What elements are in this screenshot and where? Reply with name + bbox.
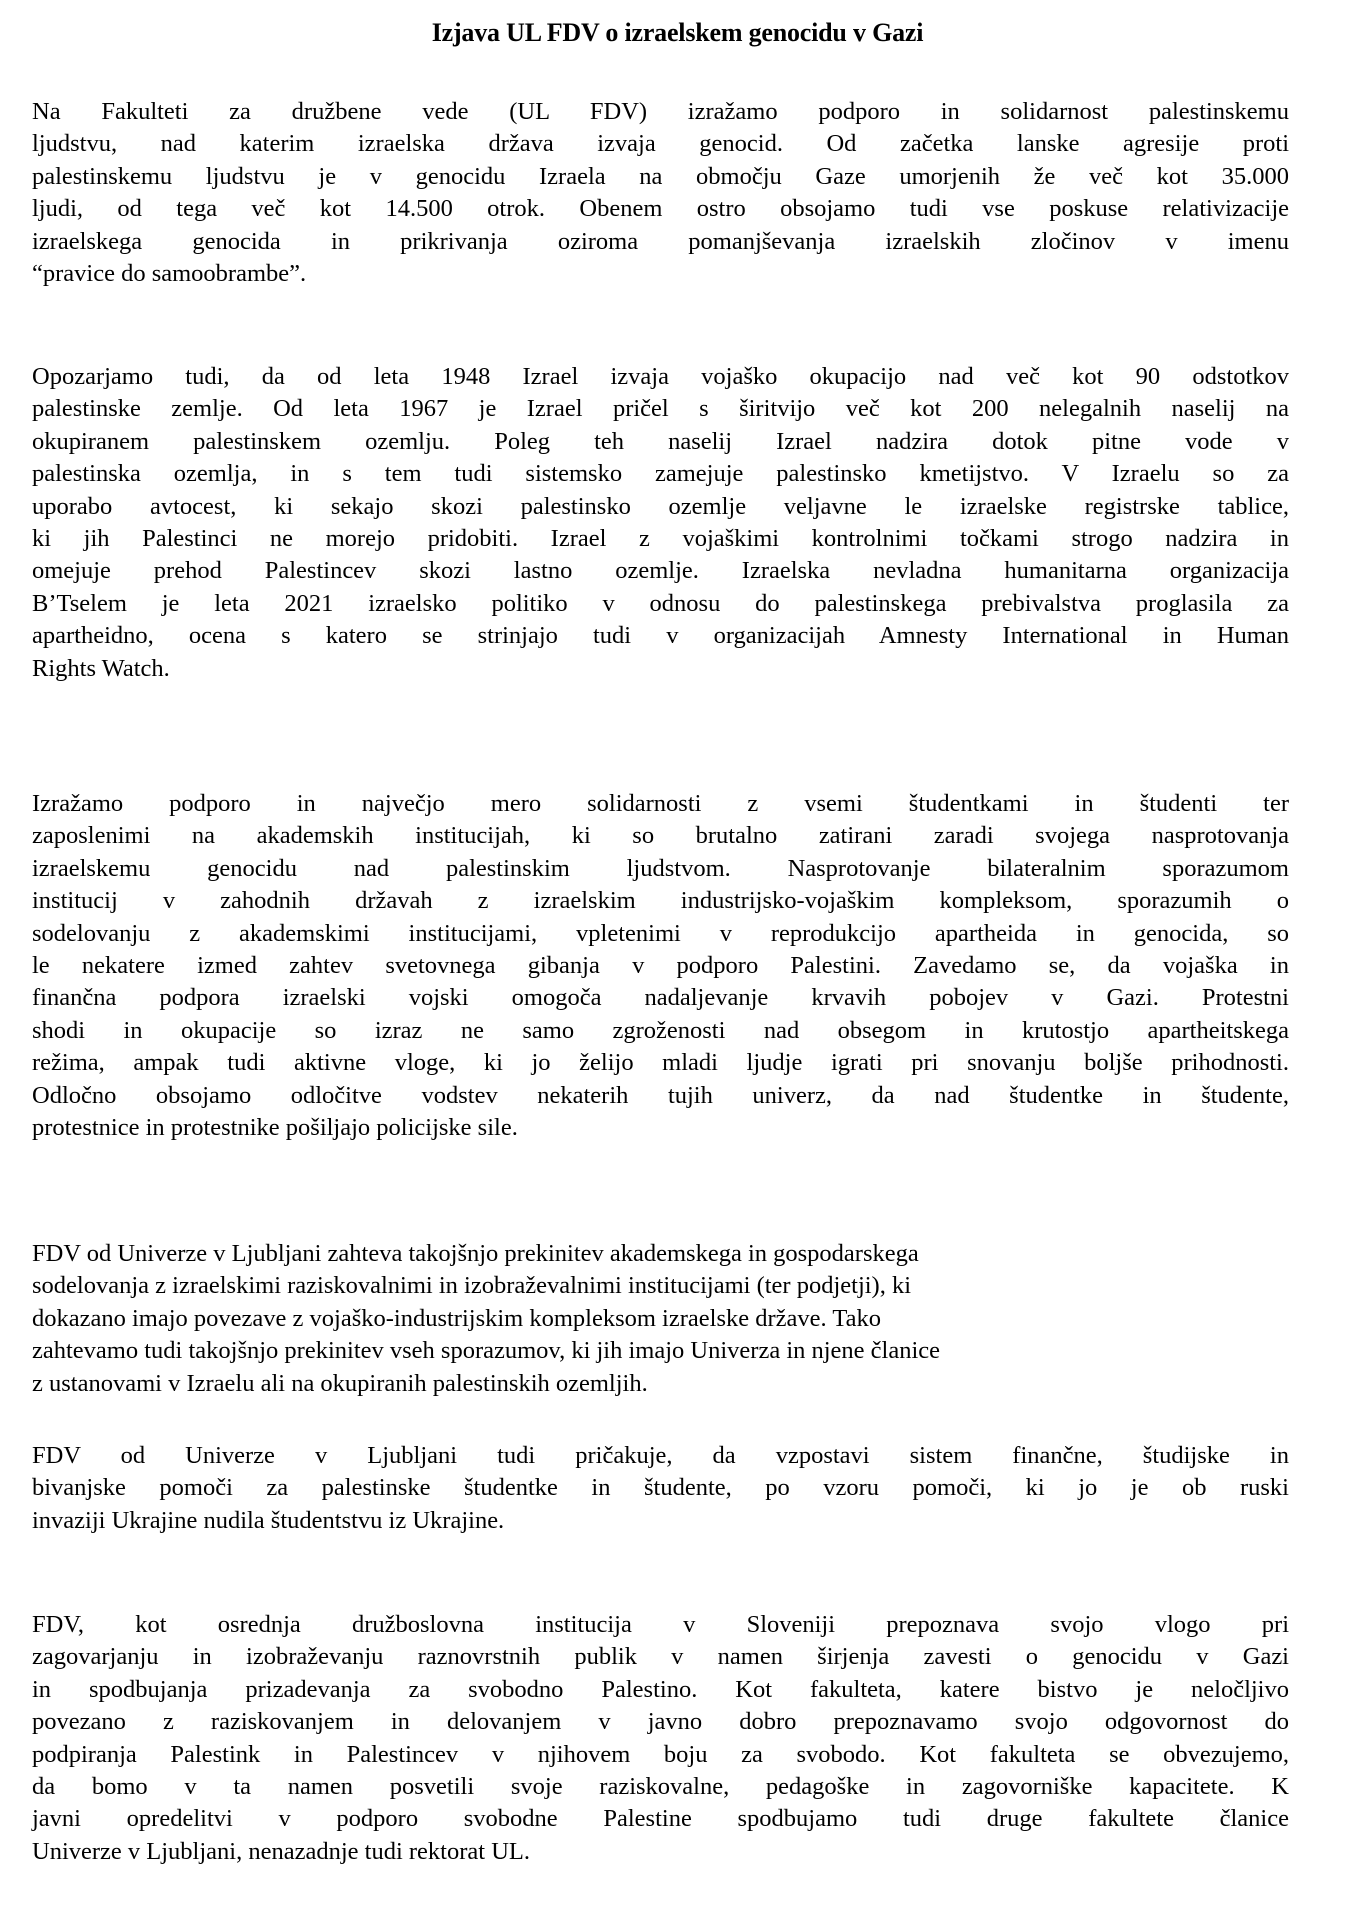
text-line: FDV od Univerze v Ljubljani tudi pričakuje, da vzpostavi sistem finančne, študijske in xyxy=(32,1442,1289,1469)
text-line: shodi in okupacije so izraz ne samo zgroženosti nad obsegom in krutostjo apartheitskega xyxy=(32,1016,1289,1044)
text-line: palestinska ozemlja, in s tem tudi sistemsko zamejuje palestinsko kmetijstvo. V Izraelu so za xyxy=(32,460,1289,488)
text-line: zagovarjanju in izobraževanju raznovrstnih publik v namen širjenja zavesti o genocidu v Gazi xyxy=(32,1643,1289,1671)
text-line: sodelovanju z akademskimi institucijami, vpletenimi v reprodukcijo apartheida in genocida, so xyxy=(32,919,1289,947)
text-line: B’Tselem je leta 2021 izraelsko politiko v odnosu do palestinskega prebivalstva proglasila za xyxy=(32,589,1289,617)
paragraph-occupation xyxy=(32,361,1289,685)
text-line: Na Fakulteti za družbene vede (UL FDV) izražamo podporo in solidarnost palestinskemu xyxy=(32,98,1289,125)
text-line: in spodbujanja prizadevanja za svobodno Palestino. Kot fakulteta, katere bistvo je neločljivo xyxy=(32,1675,1289,1703)
text-line: palestinskemu ljudstvu je v genocidu Izraela na območju Gaze umorjenih že več kot 35.000 xyxy=(32,162,1289,190)
text-line: sodelovanja z izraelskimi raziskovalnimi in izobraževalnimi institucijami (ter podjetji), ki xyxy=(32,1272,912,1300)
text-line: FDV od Univerze v Ljubljani zahteva takojšnjo prekinitev akademskega in gospodarskega xyxy=(32,1240,919,1267)
text-line: z ustanovami v Izraelu ali na okupiranih palestinskih ozemljih. xyxy=(32,1369,648,1397)
text-line: javni opredelitvi v podporo svobodne Palestine spodbujamo tudi druge fakultete članice xyxy=(32,1805,1289,1833)
text-line: Univerze v Ljubljani, nenazadnje tudi rektorat UL. xyxy=(32,1837,530,1865)
text-line: izraelskemu genocidu nad palestinskim ljudstvom. Nasprotovanje bilateralnim sporazumom xyxy=(32,854,1289,882)
text-line: finančna podpora izraelski vojski omogoča nadaljevanje krvavih pobojev v Gazi. Protestni xyxy=(32,984,1289,1012)
text-line: Izražamo podporo in največjo mero solidarnosti z vsemi študentkami in študenti ter xyxy=(32,790,1289,817)
text-line: okupiranem palestinskem ozemlju. Poleg teh naselij Izrael nadzira dotok pitne vode v xyxy=(32,427,1289,455)
text-line: institucij v zahodnih državah z izraelskim industrijsko-vojaškim kompleksom, sporazumih o xyxy=(32,887,1289,915)
text-line: ljudstvu, nad katerim izraelska država izvaja genocid. Od začetka lanske agresije proti xyxy=(32,130,1289,158)
text-line: le nekatere izmed zahtev svetovnega gibanja v podporo Palestini. Zavedamo se, da vojaška in xyxy=(32,951,1289,979)
text-line: omejuje prehod Palestincev skozi lastno ozemlje. Izraelska nevladna humanitarna organizacija xyxy=(32,557,1289,585)
text-line: ljudi, od tega več kot 14.500 otrok. Obenem ostro obsojamo tudi vse poskuse relativizacije xyxy=(32,195,1289,223)
text-line: bivanjske pomoči za palestinske študentke in študente, po vzoru pomoči, ki jo je ob ruski xyxy=(32,1474,1289,1502)
text-line: uporabo avtocest, ki sekajo skozi palestinsko ozemlje veljavne le izraelske registrske tablice, xyxy=(32,492,1289,520)
text-line: apartheidno, ocena s katero se strinjajo tudi v organizacijah Amnesty International in Human xyxy=(32,622,1289,650)
text-line: Rights Watch. xyxy=(32,654,170,682)
text-line: invaziji Ukrajine nudila študentstvu iz Ukrajine. xyxy=(32,1506,505,1534)
text-line: režima, ampak tudi aktivne vloge, ki jo želijo mladi ljudje igrati pri snovanju boljše prihodnosti. xyxy=(32,1049,1289,1077)
text-line: podpiranja Palestink in Palestincev v njihovem boju za svobodo. Kot fakulteta se obvezujemo, xyxy=(32,1740,1289,1768)
text-line: izraelskega genocida in prikrivanja oziroma pomanjševanja izraelskih zločinov v imenu xyxy=(32,227,1289,255)
text-line: “pravice do samoobrambe”. xyxy=(32,259,307,287)
text-line: ki jih Palestinci ne morejo pridobiti. Izrael z vojaškimi kontrolnimi točkami strogo nadzira in xyxy=(32,524,1289,552)
text-line: protestnice in protestnike pošiljajo policijske sile. xyxy=(32,1113,518,1141)
text-line: zahtevamo tudi takojšnjo prekinitev vseh sporazumov, ki jih imajo Univerza in njene članice xyxy=(32,1337,941,1365)
text-line: da bomo v ta namen posvetili svoje raziskovalne, pedagoške in zagovorniške kapacitete. K xyxy=(32,1772,1289,1800)
text-line: Opozarjamo tudi, da od leta 1948 Izrael izvaja vojaško okupacijo nad več kot 90 odstotkov xyxy=(32,363,1289,390)
document-title: Izjava UL FDV o izraelskem genocidu v Gazi xyxy=(431,18,924,47)
text-line: dokazano imajo povezave z vojaško-industrijskim kompleksom izraelske države. Tako xyxy=(32,1304,881,1332)
paragraph-genocide-statement xyxy=(32,96,1289,290)
text-line: povezano z raziskovanjem in delovanjem v javno dobro prepoznavamo svojo odgovornost do xyxy=(32,1708,1289,1736)
text-line: FDV, kot osrednja družboslovna institucija v Sloveniji prepoznava svojo vlogo pri xyxy=(32,1611,1289,1638)
paragraph-student-support xyxy=(32,1440,1289,1537)
paragraph-cooperation-demands xyxy=(32,1238,1289,1400)
paragraph-faculty-commitment xyxy=(32,1609,1289,1868)
paragraph-solidarity-students xyxy=(32,788,1289,1144)
text-line: Odločno obsojamo odločitve vodstev nekaterih tujih univerz, da nad študentke in študente, xyxy=(32,1081,1289,1109)
text-line: zaposlenimi na akademskih institucijah, ki so brutalno zatirani zaradi svojega nasprotovanja xyxy=(32,822,1289,850)
text-line: palestinske zemlje. Od leta 1967 je Izrael pričel s širitvijo več kot 200 nelegalnih naselij na xyxy=(32,395,1289,423)
